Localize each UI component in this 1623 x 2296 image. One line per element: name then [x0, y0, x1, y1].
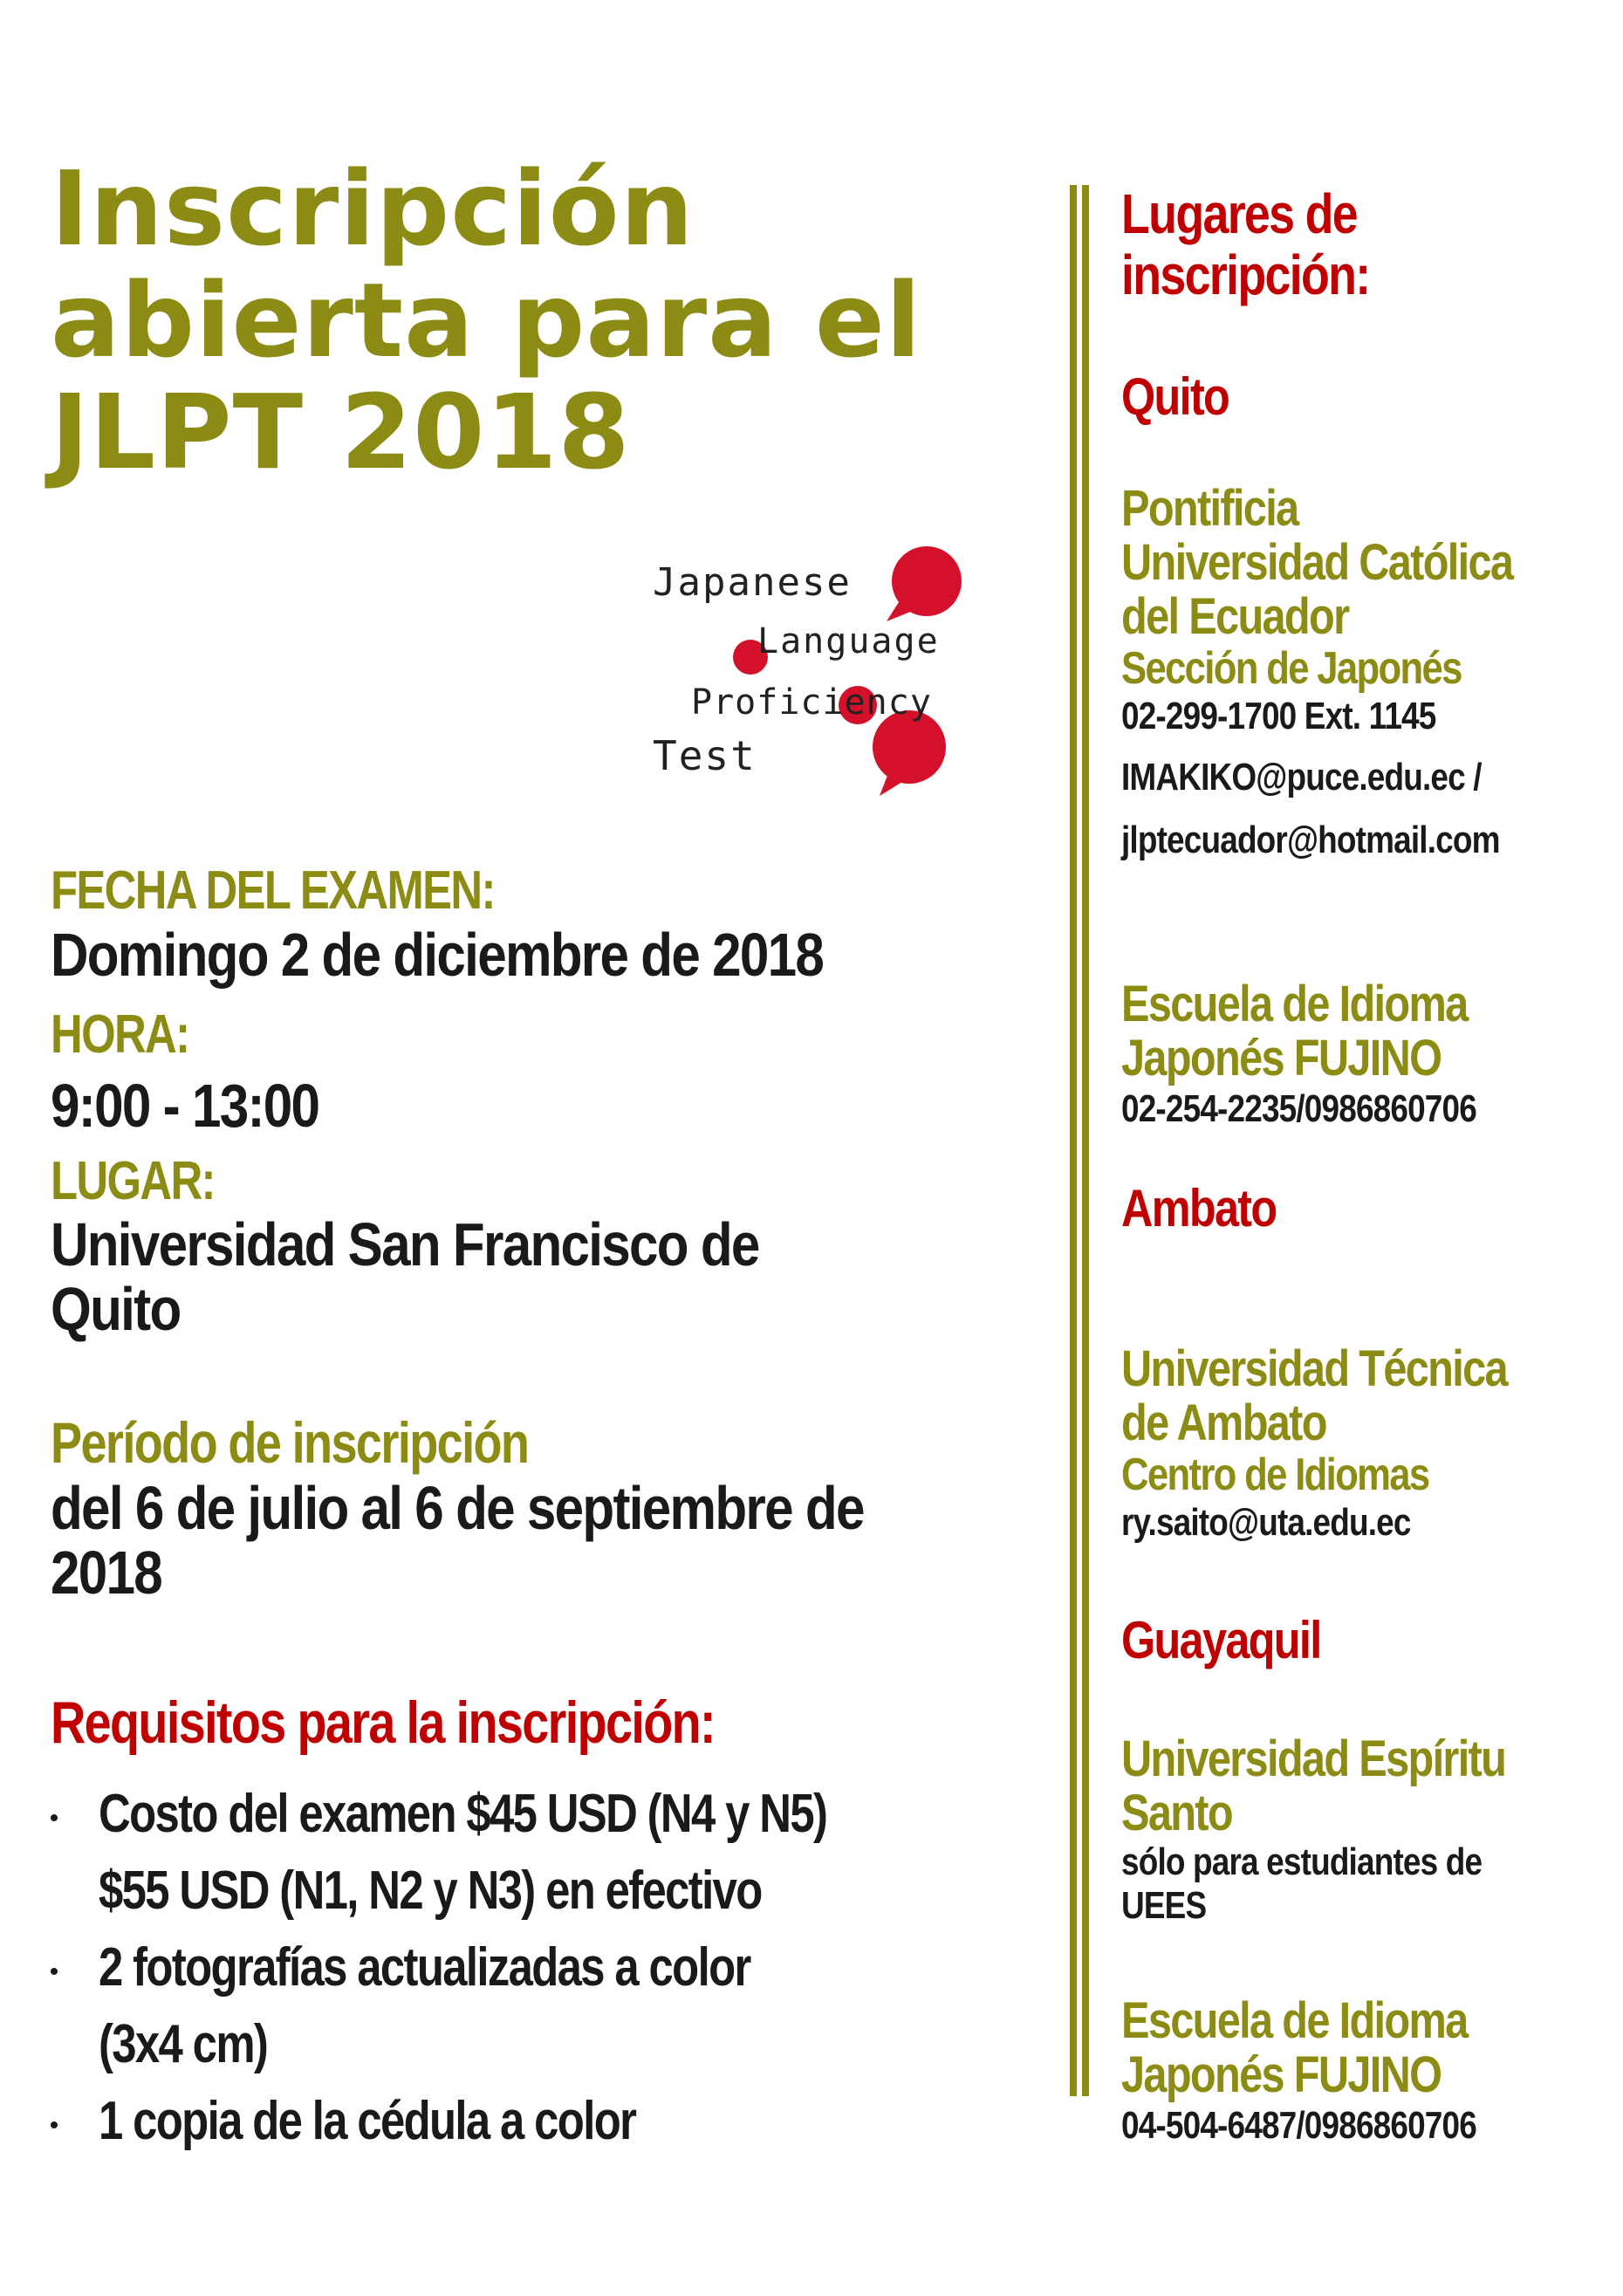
exam-place-line-1: Universidad San Francisco de	[51, 1210, 759, 1278]
locations-title-line-1: Lugares de	[1121, 182, 1358, 245]
logo-text-proficiency: Proficiency	[691, 682, 932, 723]
location-fujino-guayaquil	[1121, 1994, 1623, 2149]
title-line-2: abierta para el	[51, 260, 922, 380]
logo-text-test: Test	[653, 732, 757, 779]
fujino-guayaquil-line-1: Escuela de Idioma	[1121, 1992, 1468, 2049]
page-title	[51, 148, 1010, 492]
bullet-icon	[51, 1814, 58, 1821]
registration-period-label: Período de inscripción	[51, 1410, 529, 1475]
bullet-icon	[51, 2121, 58, 2128]
requirement-photos-line-2: (3x4 cm)	[99, 2014, 268, 2074]
puce-name-line-1: Pontificia	[1121, 480, 1298, 537]
requirement-item-id-copy	[51, 2083, 1028, 2160]
registration-period-line-1: del 6 de julio al 6 de septiembre de	[51, 1474, 864, 1542]
column-divider	[1070, 185, 1089, 2096]
locations-title	[1121, 183, 1623, 305]
city-ambato-label: Ambato	[1121, 1179, 1277, 1237]
requirement-cost-line-2: $55 USD (N1, N2 y N3) en efectivo	[99, 1861, 762, 1921]
uees-name-line-2: Santo	[1121, 1785, 1232, 1841]
title-line-3: JLPT 2018	[51, 372, 631, 492]
location-puce	[1121, 482, 1623, 864]
fujino-quito-phone: 02-254-2235/0986860706	[1121, 1087, 1476, 1130]
requirements-list	[51, 1776, 1028, 2160]
requirement-item-photos	[51, 1929, 1028, 2006]
jlpt-logo	[637, 541, 1003, 803]
puce-name-line-2: Universidad Católica	[1121, 534, 1513, 591]
location-fujino-quito	[1121, 977, 1623, 1133]
requirement-item-photos-cont	[51, 2006, 1028, 2083]
requirement-item-cost-cont	[51, 1853, 1028, 1929]
requirement-cost-line-1: Costo del examen $45 USD (N4 y N5)	[99, 1784, 827, 1844]
location-uees	[1121, 1732, 1623, 1928]
exam-date-value: Domingo 2 de diciembre de 2018	[51, 921, 824, 989]
locations-title-line-2: inscripción:	[1121, 243, 1370, 306]
puce-email-1: IMAKIKO@puce.edu.ec /	[1121, 756, 1482, 798]
uees-note-line-2: UEES	[1121, 1884, 1207, 1927]
exam-date-label: FECHA DEL EXAMEN:	[51, 860, 495, 921]
requirement-id-copy-text: 1 copia de la cédula a color	[99, 2091, 636, 2151]
exam-place-line-2: Quito	[51, 1275, 181, 1343]
exam-date-section	[51, 860, 1028, 990]
city-quito	[1121, 367, 1623, 428]
fujino-guayaquil-line-2: Japonés FUJINO	[1121, 2046, 1442, 2103]
puce-name-line-3: del Ecuador	[1121, 588, 1349, 645]
uta-email: ry.saito@uta.edu.ec	[1121, 1501, 1411, 1544]
location-uta	[1121, 1342, 1623, 1546]
puce-phone: 02-299-1700 Ext. 1145	[1121, 695, 1436, 737]
uta-section: Centro de Idiomas	[1121, 1450, 1429, 1500]
city-quito-label: Quito	[1121, 367, 1229, 426]
title-line-1: Inscripción	[51, 148, 695, 269]
city-guayaquil	[1121, 1610, 1623, 1671]
puce-section: Sección de Japonés	[1121, 643, 1462, 694]
exam-place-label: LUGAR:	[51, 1151, 215, 1211]
fujino-quito-line-1: Escuela de Idioma	[1121, 976, 1468, 1032]
registration-period-section	[51, 1409, 1028, 1605]
uta-name-line-1: Universidad Técnica	[1121, 1340, 1507, 1397]
city-guayaquil-label: Guayaquil	[1121, 1611, 1321, 1669]
exam-time-section	[51, 1004, 1028, 1141]
exam-time-value: 9:00 - 13:00	[51, 1072, 319, 1140]
uees-note-line-1: sólo para estudiantes de	[1121, 1840, 1483, 1883]
puce-email-2: jlptecuador@hotmail.com	[1121, 819, 1500, 861]
jlpt-logo-graphic	[637, 541, 1003, 803]
registration-period-line-2: 2018	[51, 1539, 162, 1607]
requirement-item-cost	[51, 1776, 1028, 1853]
uees-name-line-1: Universidad Espíritu	[1121, 1731, 1506, 1787]
bullet-icon	[51, 1968, 58, 1975]
exam-time-label: HORA:	[51, 1004, 189, 1065]
uta-name-line-2: de Ambato	[1121, 1395, 1326, 1451]
logo-text-japanese: Japanese	[653, 560, 852, 605]
exam-place-section	[51, 1150, 1028, 1341]
requirements-title	[51, 1689, 1028, 1757]
requirement-photos-line-1: 2 fotografías actualizadas a color	[99, 1937, 750, 1998]
requirements-title-text: Requisitos para la inscripción:	[51, 1689, 715, 1756]
logo-text-language: Language	[757, 621, 940, 661]
fujino-guayaquil-phone: 04-504-6487/0986860706	[1121, 2104, 1476, 2147]
city-ambato	[1121, 1178, 1623, 1239]
fujino-quito-line-2: Japonés FUJINO	[1121, 1030, 1442, 1086]
